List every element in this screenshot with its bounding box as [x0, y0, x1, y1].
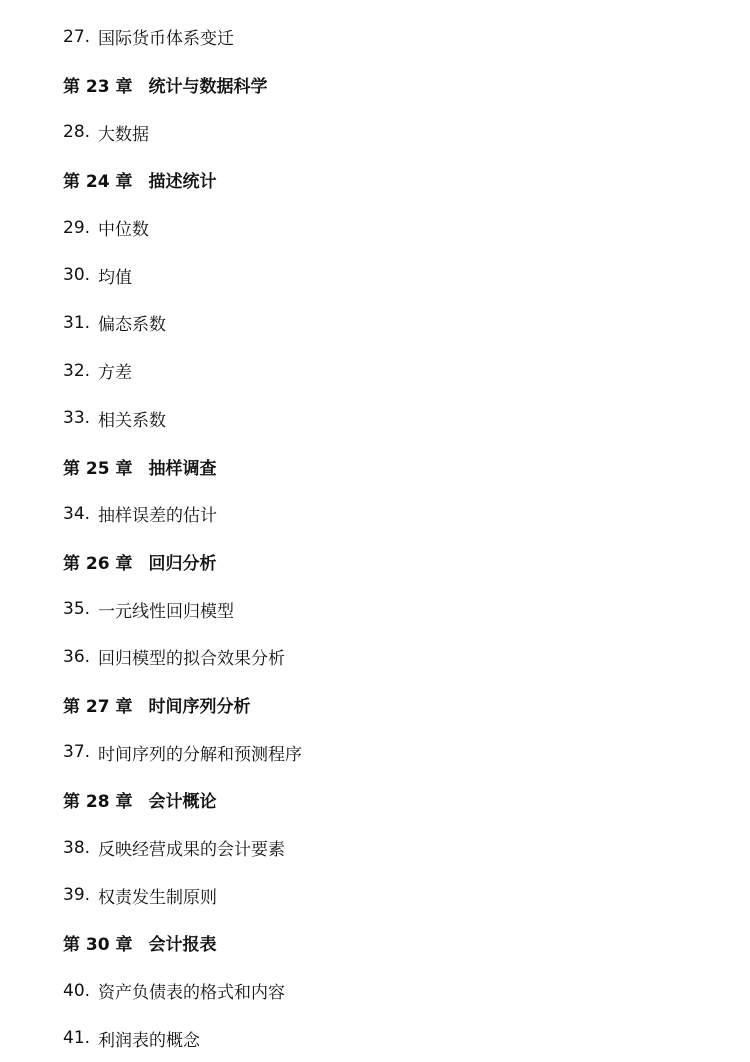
chapter-number: 第 23 章: [63, 77, 133, 98]
toc-item-number: 41.: [63, 1028, 91, 1049]
chapter-heading: [63, 442, 723, 490]
toc-item-number: 38.: [63, 837, 91, 858]
toc-item-number: 37.: [63, 742, 91, 763]
toc-item-title: 时间序列的分解和预测程序: [98, 744, 303, 765]
toc-item: [63, 395, 723, 443]
toc-item-title: 偏态系数: [98, 315, 167, 336]
toc-item: [63, 299, 723, 347]
chapter-number: 第 26 章: [63, 553, 133, 574]
toc-item-number: 40.: [63, 980, 91, 1001]
toc-item-number: 34.: [63, 503, 91, 524]
toc-item: [63, 728, 723, 776]
toc-item-number: 39.: [63, 885, 91, 906]
toc-item-number: 35.: [63, 599, 91, 620]
toc-item-title: 中位数: [98, 220, 150, 241]
toc-item: [63, 967, 723, 1015]
toc-item-title: 资产负债表的格式和内容: [98, 983, 286, 1004]
toc-item: [63, 251, 723, 299]
chapter-title: 会计概论: [148, 792, 217, 813]
toc-item-number: 28.: [63, 122, 91, 143]
chapter-heading: [63, 538, 723, 586]
chapter-title: 统计与数据科学: [148, 77, 268, 98]
chapter-number: 第 30 章: [63, 935, 133, 956]
toc-item-title: 相关系数: [98, 410, 167, 431]
chapter-number: 第 28 章: [63, 792, 133, 813]
chapter-heading: [63, 776, 723, 824]
toc-item: [63, 633, 723, 681]
toc-item: [63, 204, 723, 252]
toc-item-number: 27.: [63, 26, 91, 47]
toc-item: [63, 824, 723, 872]
toc-item-number: 30.: [63, 265, 91, 286]
toc-item: [63, 490, 723, 538]
chapter-title: 抽样调查: [148, 458, 217, 479]
chapter-heading: [63, 681, 723, 729]
chapter-number: 第 27 章: [63, 696, 133, 717]
chapter-title: 回归分析: [148, 553, 217, 574]
toc-item-title: 方差: [98, 363, 133, 384]
chapter-number: 第 25 章: [63, 458, 133, 479]
chapter-heading: [63, 919, 723, 967]
toc-item-title: 国际货币体系变迁: [98, 29, 235, 50]
toc-item-number: 33.: [63, 408, 91, 429]
chapter-number: 第 24 章: [63, 172, 133, 193]
table-of-contents: [63, 13, 723, 1062]
toc-item-title: 反映经营成果的会计要素: [98, 840, 286, 861]
chapter-heading: [63, 156, 723, 204]
toc-item: [63, 871, 723, 919]
toc-item: [63, 13, 723, 61]
toc-item-title: 权责发生制原则: [98, 887, 218, 908]
toc-item-title: 大数据: [98, 124, 150, 145]
chapter-title: 描述统计: [148, 172, 217, 193]
chapter-title: 时间序列分析: [148, 696, 251, 717]
toc-item-number: 29.: [63, 217, 91, 238]
chapter-heading: [63, 61, 723, 109]
toc-item-title: 均值: [98, 267, 133, 288]
chapter-title: 会计报表: [148, 935, 217, 956]
toc-item-title: 一元线性回归模型: [98, 601, 235, 622]
toc-item: [63, 585, 723, 633]
toc-item-title: 利润表的概念: [98, 1030, 201, 1051]
toc-item: [63, 347, 723, 395]
toc-item: [63, 108, 723, 156]
toc-item: [63, 1014, 723, 1062]
toc-item-number: 32.: [63, 360, 91, 381]
toc-item-title: 抽样误差的估计: [98, 506, 218, 527]
toc-item-number: 31.: [63, 312, 91, 333]
toc-item-title: 回归模型的拟合效果分析: [98, 649, 286, 670]
toc-item-number: 36.: [63, 646, 91, 667]
